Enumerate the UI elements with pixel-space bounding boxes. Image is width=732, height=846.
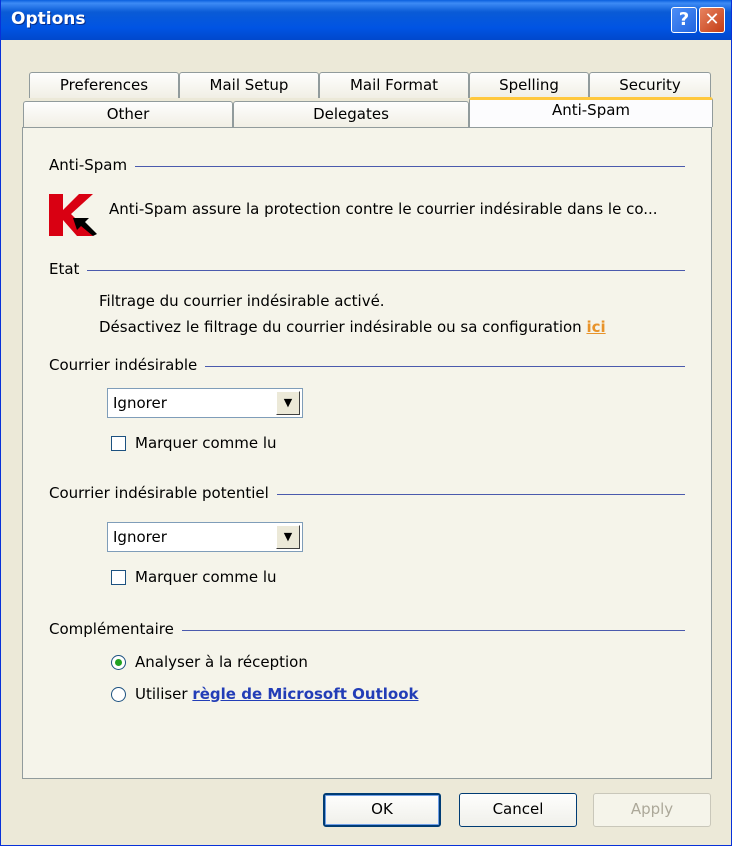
section-anti-spam [49,156,685,176]
title-bar[interactable] [1,0,731,40]
section-junk-mail [49,356,685,376]
tab-mail-format[interactable]: Mail Format [319,72,469,98]
status-line-1: Filtrage du courrier indésirable activé. [99,292,385,310]
anti-spam-description: Anti-Spam assure la protection contre le courrier indésirable dans le co... [109,200,658,218]
tab-anti-spam[interactable]: Anti-Spam [469,97,713,127]
chevron-down-icon[interactable]: ▼ [276,391,300,415]
outlook-rule-link[interactable]: règle de Microsoft Outlook [192,685,419,703]
tab-mail-setup[interactable]: Mail Setup [179,72,319,98]
probable-junk-mark-read-checkbox[interactable] [111,570,126,585]
anti-spam-panel [22,127,712,779]
close-button[interactable] [699,7,725,33]
junk-action-value: Ignorer [113,394,167,412]
use-outlook-rule-label [135,685,418,703]
junk-mark-read-checkbox[interactable] [111,436,126,451]
chevron-down-icon[interactable]: ▼ [276,525,300,549]
junk-action-select[interactable] [107,388,303,418]
section-title: Courrier indésirable potentiel [49,484,277,502]
kaspersky-logo-icon [49,192,99,236]
probable-junk-action-select[interactable] [107,522,303,552]
section-title: Courrier indésirable [49,356,205,374]
apply-button[interactable]: Apply [593,793,711,827]
section-title: Complémentaire [49,620,182,638]
use-outlook-rule-radio[interactable] [111,687,126,702]
tab-other[interactable]: Other [23,101,233,127]
tab-security[interactable]: Security [589,72,711,98]
use-outlook-rule-prefix: Utiliser [135,685,188,703]
section-title: Anti-Spam [49,156,135,174]
probable-junk-mark-read-label: Marquer comme lu [135,568,277,586]
tab-preferences[interactable]: Preferences [29,72,179,98]
window-title: Options [11,9,86,29]
analyze-on-receipt-label: Analyser à la réception [135,653,308,671]
question-mark-icon: ? [678,9,690,30]
section-complementaire [49,620,685,640]
section-etat [49,260,685,280]
section-probable-junk [49,484,685,504]
analyze-on-receipt-radio[interactable] [111,655,126,670]
ok-button[interactable]: OK [323,793,441,827]
tab-spelling[interactable]: Spelling [469,72,589,98]
configure-link[interactable]: ici [586,318,606,336]
section-title: Etat [49,260,87,278]
help-button[interactable] [671,7,697,33]
probable-junk-action-value: Ignorer [113,528,167,546]
tab-delegates[interactable]: Delegates [233,101,469,127]
junk-mark-read-label: Marquer comme lu [135,434,277,452]
divider [49,166,685,167]
status-line-2-text: Désactivez le filtrage du courrier indésirable ou sa configuration [99,318,582,336]
divider [49,270,685,271]
close-icon: ✕ [704,9,720,30]
cancel-button[interactable]: Cancel [459,793,577,827]
status-line-2 [99,318,606,336]
